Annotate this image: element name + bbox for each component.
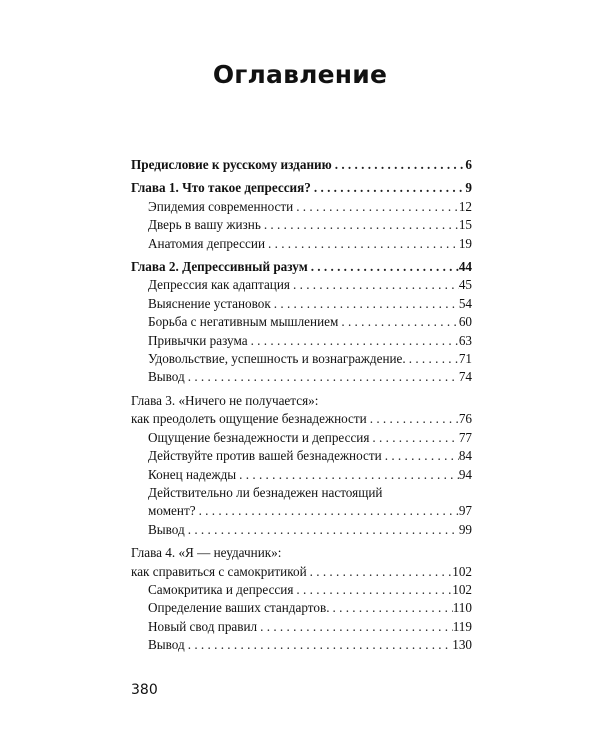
toc-entry-page: 6 [465, 157, 472, 172]
toc-section-page: 110 [452, 600, 472, 616]
toc-section-label: Эпидемия современности [148, 198, 294, 214]
dot-leader [265, 235, 459, 253]
toc-section-page: 130 [452, 637, 472, 653]
toc-section-page: 60 [458, 314, 472, 330]
toc-section-label: Вывод [148, 369, 185, 385]
toc-entry-preface[interactable] [131, 156, 472, 174]
toc-section-label-line1: Действительно ли безнадежен настоящий [148, 484, 383, 500]
dot-leader [261, 216, 459, 234]
toc-section[interactable] [131, 276, 472, 294]
toc-section[interactable] [131, 313, 472, 331]
toc-chapter-page: 102 [452, 563, 472, 579]
toc-section[interactable] [131, 599, 472, 617]
dot-leader [196, 502, 459, 520]
toc-chapter-3 [131, 392, 472, 539]
dot-leader [382, 447, 459, 465]
toc-chapter-title: Глава 1. Что такое депрессия? [131, 180, 311, 196]
toc-section-page: 99 [458, 521, 472, 537]
toc-section-label: Новый свод правил [148, 618, 258, 634]
toc-chapter-title-line2: как преодолеть ощущение безнадежности [131, 411, 367, 427]
toc-section[interactable] [131, 216, 472, 234]
dot-leader [293, 581, 452, 599]
toc-section-label: Выяснение установок [148, 295, 271, 311]
toc-entry-label: Предисловие к русскому изданию [131, 157, 332, 172]
dot-leader [271, 295, 459, 313]
toc-section[interactable] [131, 521, 472, 539]
toc-chapter-page: 44 [458, 259, 472, 275]
toc-section[interactable] [131, 581, 472, 599]
toc-chapter-title: Глава 2. Депрессивный разум [131, 259, 308, 275]
toc-section-label: Самокритика и депрессия [148, 581, 294, 597]
toc-section-label: Анатомия депрессии [148, 235, 266, 251]
toc-section-label: Ощущение безнадежности и депрессия [148, 429, 370, 445]
toc-section-label-line2: момент? [148, 503, 196, 519]
toc-chapter-page: 9 [465, 180, 472, 196]
toc-section-label: Борьба с негативным мышлением [148, 314, 339, 330]
toc-section[interactable] [131, 235, 472, 253]
dot-leader [338, 313, 458, 331]
toc-section[interactable] [131, 198, 472, 216]
toc-chapter-heading[interactable] [131, 544, 472, 581]
dot-leader [293, 198, 459, 216]
toc-chapter-heading[interactable] [131, 179, 472, 197]
toc-section-page: 63 [458, 332, 472, 348]
toc-preface-block [131, 156, 472, 174]
toc-section-label: Вывод [148, 521, 185, 537]
toc-section-page: 102 [452, 581, 472, 597]
toc-chapter-2 [131, 258, 472, 387]
toc-chapter-heading[interactable] [131, 392, 472, 429]
toc-chapter-title-line1: Глава 3. «Ничего не получается»: [131, 392, 319, 408]
toc-section-label: Вывод [148, 637, 185, 653]
toc-section-label: Определение ваших стандартов. [148, 600, 330, 616]
toc-section[interactable] [131, 295, 472, 313]
toc-section[interactable] [131, 332, 472, 350]
dot-leader [257, 618, 453, 636]
dot-leader [185, 521, 459, 539]
table-of-contents [131, 156, 472, 655]
toc-section-label: Депрессия как адаптация [148, 277, 290, 293]
toc-section[interactable] [131, 636, 472, 654]
page-title: Оглавление [212, 60, 388, 89]
toc-section[interactable] [131, 350, 472, 368]
dot-leader [330, 599, 453, 617]
toc-section-label: Действуйте против вашей безнадежности [148, 448, 382, 464]
toc-chapter-title-line2: как справиться с самокритикой [131, 563, 307, 579]
toc-section-label: Дверь в вашу жизнь [148, 217, 261, 233]
toc-section-page: 97 [458, 503, 472, 519]
dot-leader [332, 156, 466, 174]
toc-section[interactable] [131, 429, 472, 447]
toc-section-page: 15 [458, 217, 472, 233]
dot-leader [236, 466, 459, 484]
dot-leader [311, 179, 466, 197]
dot-leader [369, 429, 458, 447]
toc-section-page: 84 [458, 448, 472, 464]
toc-section-label: Привычки разума [148, 332, 248, 348]
toc-section[interactable] [131, 466, 472, 484]
toc-section-page: 94 [458, 466, 472, 482]
dot-leader [308, 258, 459, 276]
page-number: 380 [131, 682, 158, 698]
dot-leader [185, 368, 459, 386]
toc-section-page: 19 [458, 235, 472, 251]
dot-leader [290, 276, 459, 294]
dot-leader [307, 563, 453, 581]
toc-section[interactable] [131, 447, 472, 465]
dot-leader [185, 636, 453, 654]
toc-section[interactable] [131, 618, 472, 636]
toc-section-label: Удовольствие, успешность и вознаграждение. [148, 351, 406, 367]
toc-chapter-4 [131, 544, 472, 654]
toc-chapter-heading[interactable] [131, 258, 472, 276]
dot-leader [248, 332, 459, 350]
toc-section-page: 119 [452, 618, 472, 634]
toc-section[interactable] [131, 484, 472, 521]
dot-leader [406, 350, 459, 368]
dot-leader [367, 410, 459, 428]
toc-section[interactable] [131, 368, 472, 386]
toc-section-label: Конец надежды [148, 466, 237, 482]
toc-section-page: 54 [458, 295, 472, 311]
toc-section-page: 77 [458, 429, 472, 445]
toc-chapter-1 [131, 179, 472, 253]
toc-section-page: 12 [458, 198, 472, 214]
toc-chapter-title-line1: Глава 4. «Я — неудачник»: [131, 545, 282, 561]
toc-section-page: 74 [458, 369, 472, 385]
toc-section-page: 71 [458, 351, 472, 367]
toc-section-page: 45 [458, 277, 472, 293]
toc-chapter-page: 76 [458, 411, 472, 427]
